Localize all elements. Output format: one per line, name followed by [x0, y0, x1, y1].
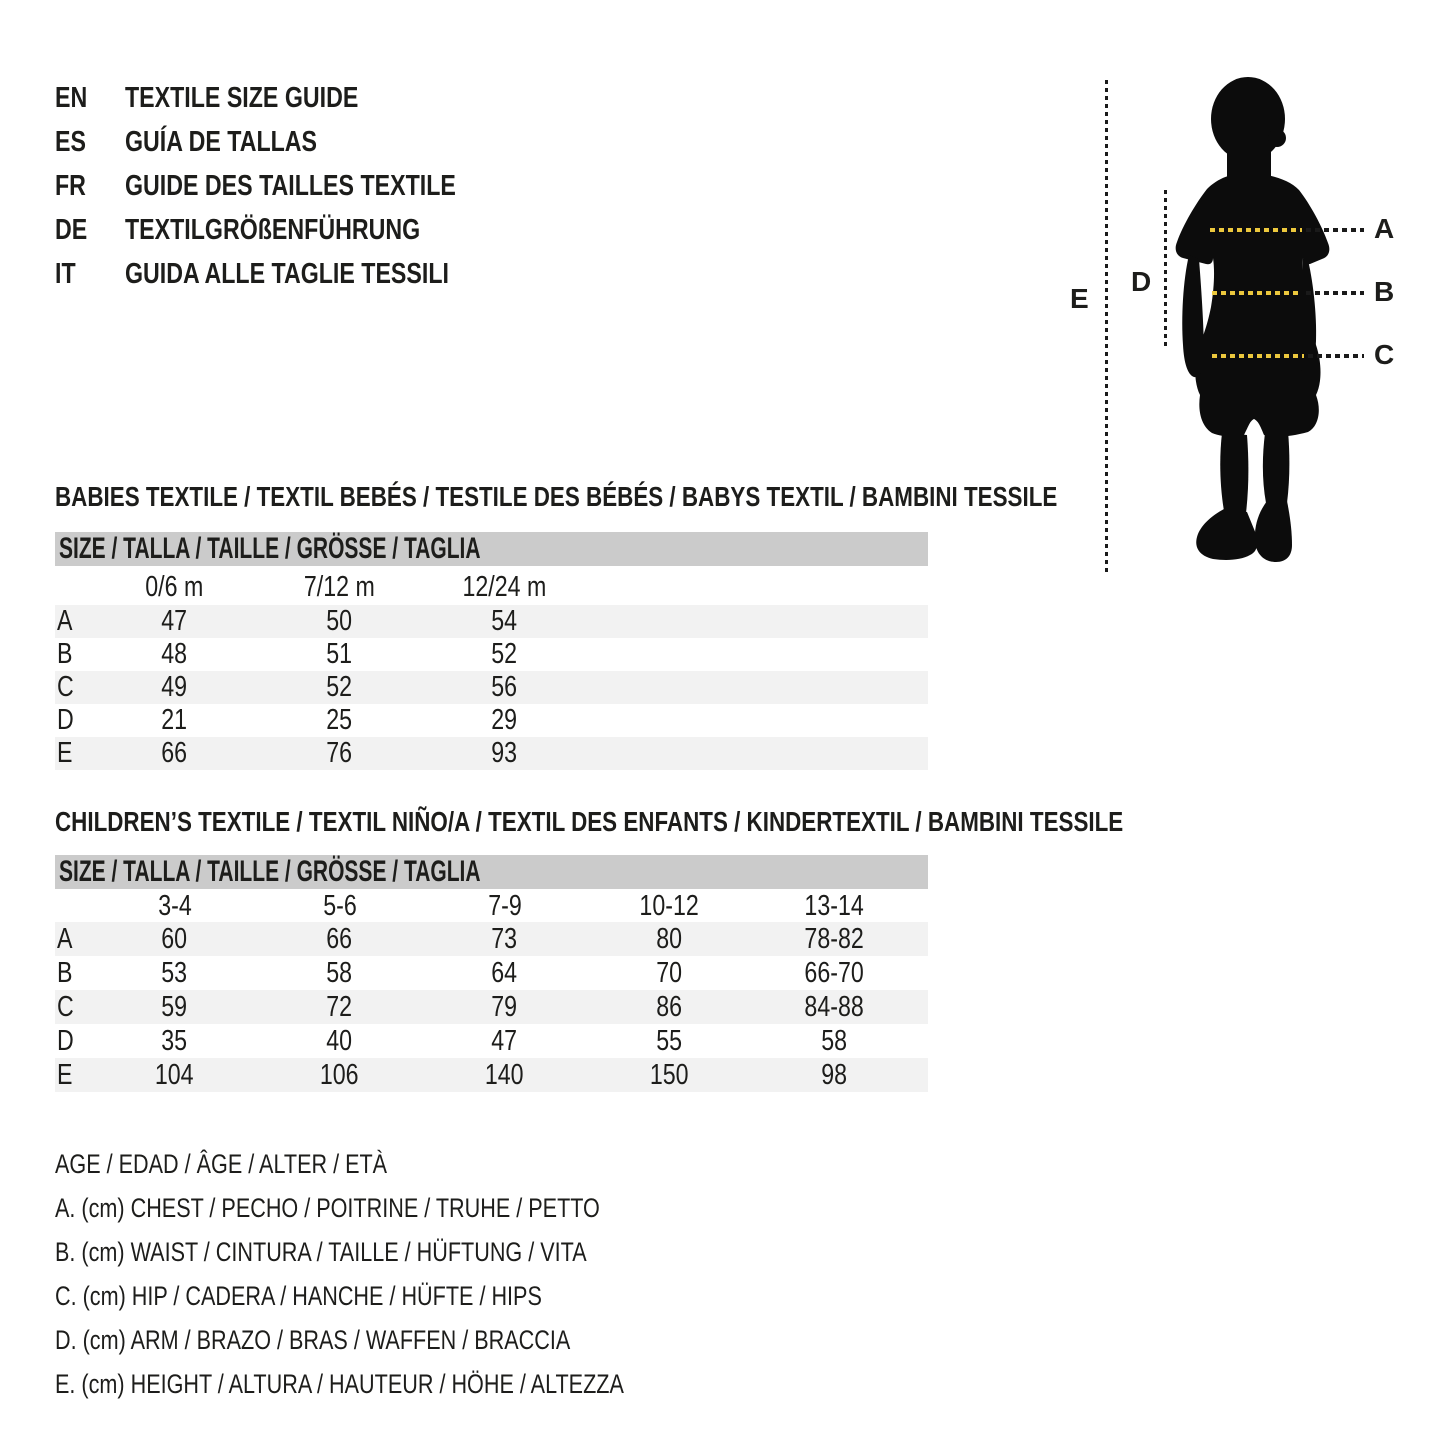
cell-value: 86	[656, 991, 683, 1023]
figure-label-c: C	[1374, 339, 1395, 370]
language-row	[55, 208, 539, 252]
language-title: TEXTILE SIZE GUIDE	[125, 82, 359, 114]
babies-column-header: 12/24 m	[462, 571, 547, 603]
cell-value: 54	[491, 605, 518, 637]
cell-value: 73	[491, 923, 518, 955]
children-column-header: 3-4	[157, 890, 192, 922]
cell-value: 52	[326, 671, 353, 703]
language-code: ES	[55, 126, 86, 158]
cell-value: 98	[821, 1059, 848, 1091]
chest-measure-leader-a	[1306, 228, 1364, 232]
figure-label-e: E	[1070, 283, 1089, 314]
legend-line-age: AGE / EDAD / ÂGE / ALTER / ETÀ	[55, 1149, 388, 1179]
language-title: GUÍA DE TALLAS	[125, 126, 318, 158]
row-label: B	[57, 957, 73, 989]
cell-value: 25	[326, 704, 353, 736]
babies-section-title: BABIES TEXTILE / TEXTIL BEBÉS / TESTILE DES BÉBÉS / BABYS TEXTIL / BAMBINI TESSILE	[55, 481, 1058, 512]
arm-measure-line-d	[1164, 190, 1167, 348]
children-section-title: CHILDREN’S TEXTILE / TEXTIL NIÑO/A / TEXTIL DES ENFANTS / KINDERTEXTIL / BAMBINI TESSILE	[55, 806, 1124, 837]
babies-table-row	[55, 704, 928, 737]
language-row	[55, 252, 539, 296]
figure-label-d: D	[1131, 266, 1152, 297]
cell-value: 56	[491, 671, 518, 703]
hip-measure-line-c	[1212, 354, 1304, 358]
cell-value: 60	[161, 923, 188, 955]
row-label: E	[57, 1059, 73, 1091]
language-title: TEXTILGRÖßENFÜHRUNG	[125, 214, 421, 246]
language-row	[55, 120, 539, 164]
cell-value: 106	[320, 1059, 359, 1091]
language-code: EN	[55, 82, 88, 114]
cell-value: 70	[656, 957, 683, 989]
children-table-row	[55, 922, 928, 956]
language-row	[55, 164, 539, 208]
legend-line-hip: C. (cm) HIP / CADERA / HANCHE / HÜFTE / HIPS	[55, 1281, 542, 1311]
children-column-header: 13-14	[804, 890, 865, 922]
cell-value: 53	[161, 957, 188, 989]
cell-value: 40	[326, 1025, 353, 1057]
chest-measure-line-a	[1210, 228, 1302, 232]
children-table-row	[55, 990, 928, 1024]
children-size-header-label: SIZE / TALLA / TAILLE / GRÖSSE / TAGLIA	[59, 855, 481, 888]
waist-measure-line-b	[1212, 291, 1300, 295]
figure-label-b: B	[1374, 276, 1395, 307]
language-title-block	[55, 76, 539, 296]
babies-table-row	[55, 671, 928, 704]
cell-value: 58	[326, 957, 353, 989]
cell-value: 21	[161, 704, 188, 736]
cell-value: 52	[491, 638, 518, 670]
cell-value: 84-88	[804, 991, 865, 1023]
babies-table-row	[55, 737, 928, 770]
language-title: GUIDE DES TAILLES TEXTILE	[125, 170, 456, 202]
babies-size-header-label: SIZE / TALLA / TAILLE / GRÖSSE / TAGLIA	[59, 532, 481, 565]
cell-value: 47	[161, 605, 188, 637]
cell-value: 78-82	[804, 923, 865, 955]
cell-value: 29	[491, 704, 518, 736]
cell-value: 76	[326, 737, 353, 769]
children-table-row	[55, 1058, 928, 1092]
row-label: D	[57, 1025, 74, 1057]
hip-measure-leader-c	[1308, 354, 1364, 358]
babies-size-table	[55, 532, 928, 770]
cell-value: 93	[491, 737, 518, 769]
figure-label-a: A	[1374, 213, 1395, 244]
cell-value: 66	[326, 923, 353, 955]
language-code: FR	[55, 170, 86, 202]
babies-table-row	[55, 605, 928, 638]
cell-value: 35	[161, 1025, 188, 1057]
waist-measure-leader-b	[1306, 291, 1364, 295]
children-size-header-bar	[55, 855, 928, 889]
row-label: A	[57, 923, 73, 955]
cell-value: 66-70	[804, 957, 865, 989]
cell-value: 58	[821, 1025, 848, 1057]
row-label: C	[57, 991, 74, 1023]
language-code: DE	[55, 214, 88, 246]
cell-value: 72	[326, 991, 353, 1023]
cell-value: 55	[656, 1025, 683, 1057]
measurement-legend	[55, 1142, 766, 1406]
children-table-row	[55, 956, 928, 990]
language-title: GUIDA ALLE TAGLIE TESSILI	[125, 258, 449, 290]
row-label: E	[57, 737, 73, 769]
cell-value: 66	[161, 737, 188, 769]
legend-line-chest: A. (cm) CHEST / PECHO / POITRINE / TRUHE / PETTO	[55, 1193, 600, 1223]
legend-line-arm: D. (cm) ARM / BRAZO / BRAS / WAFFEN / BRACCIA	[55, 1325, 571, 1355]
babies-table-row	[55, 638, 928, 671]
cell-value: 49	[161, 671, 188, 703]
cell-value: 48	[161, 638, 188, 670]
cell-value: 50	[326, 605, 353, 637]
cell-value: 80	[656, 923, 683, 955]
cell-value: 51	[326, 638, 353, 670]
language-code: IT	[55, 258, 76, 290]
row-label: A	[57, 605, 73, 637]
cell-value: 47	[491, 1025, 518, 1057]
cell-value: 140	[485, 1059, 524, 1091]
row-label: B	[57, 638, 73, 670]
cell-value: 79	[491, 991, 518, 1023]
cell-value: 64	[491, 957, 518, 989]
children-column-header: 7-9	[487, 890, 522, 922]
children-column-header-row	[55, 889, 928, 922]
row-label: C	[57, 671, 74, 703]
children-column-header: 5-6	[322, 890, 357, 922]
babies-column-header: 7/12 m	[304, 571, 375, 603]
babies-column-header: 0/6 m	[145, 571, 204, 603]
legend-line-height: E. (cm) HEIGHT / ALTURA / HAUTEUR / HÖHE / ALTEZZA	[55, 1369, 624, 1399]
legend-line-waist: B. (cm) WAIST / CINTURA / TAILLE / HÜFTUNG / VITA	[55, 1237, 587, 1267]
cell-value: 59	[161, 991, 188, 1023]
children-size-table	[55, 855, 928, 1092]
language-row	[55, 76, 539, 120]
cell-value: 104	[155, 1059, 194, 1091]
children-table-row	[55, 1024, 928, 1058]
row-label: D	[57, 704, 74, 736]
babies-size-header-bar	[55, 532, 928, 566]
cell-value: 150	[650, 1059, 689, 1091]
babies-column-header-row	[55, 566, 928, 605]
children-column-header: 10-12	[639, 890, 700, 922]
